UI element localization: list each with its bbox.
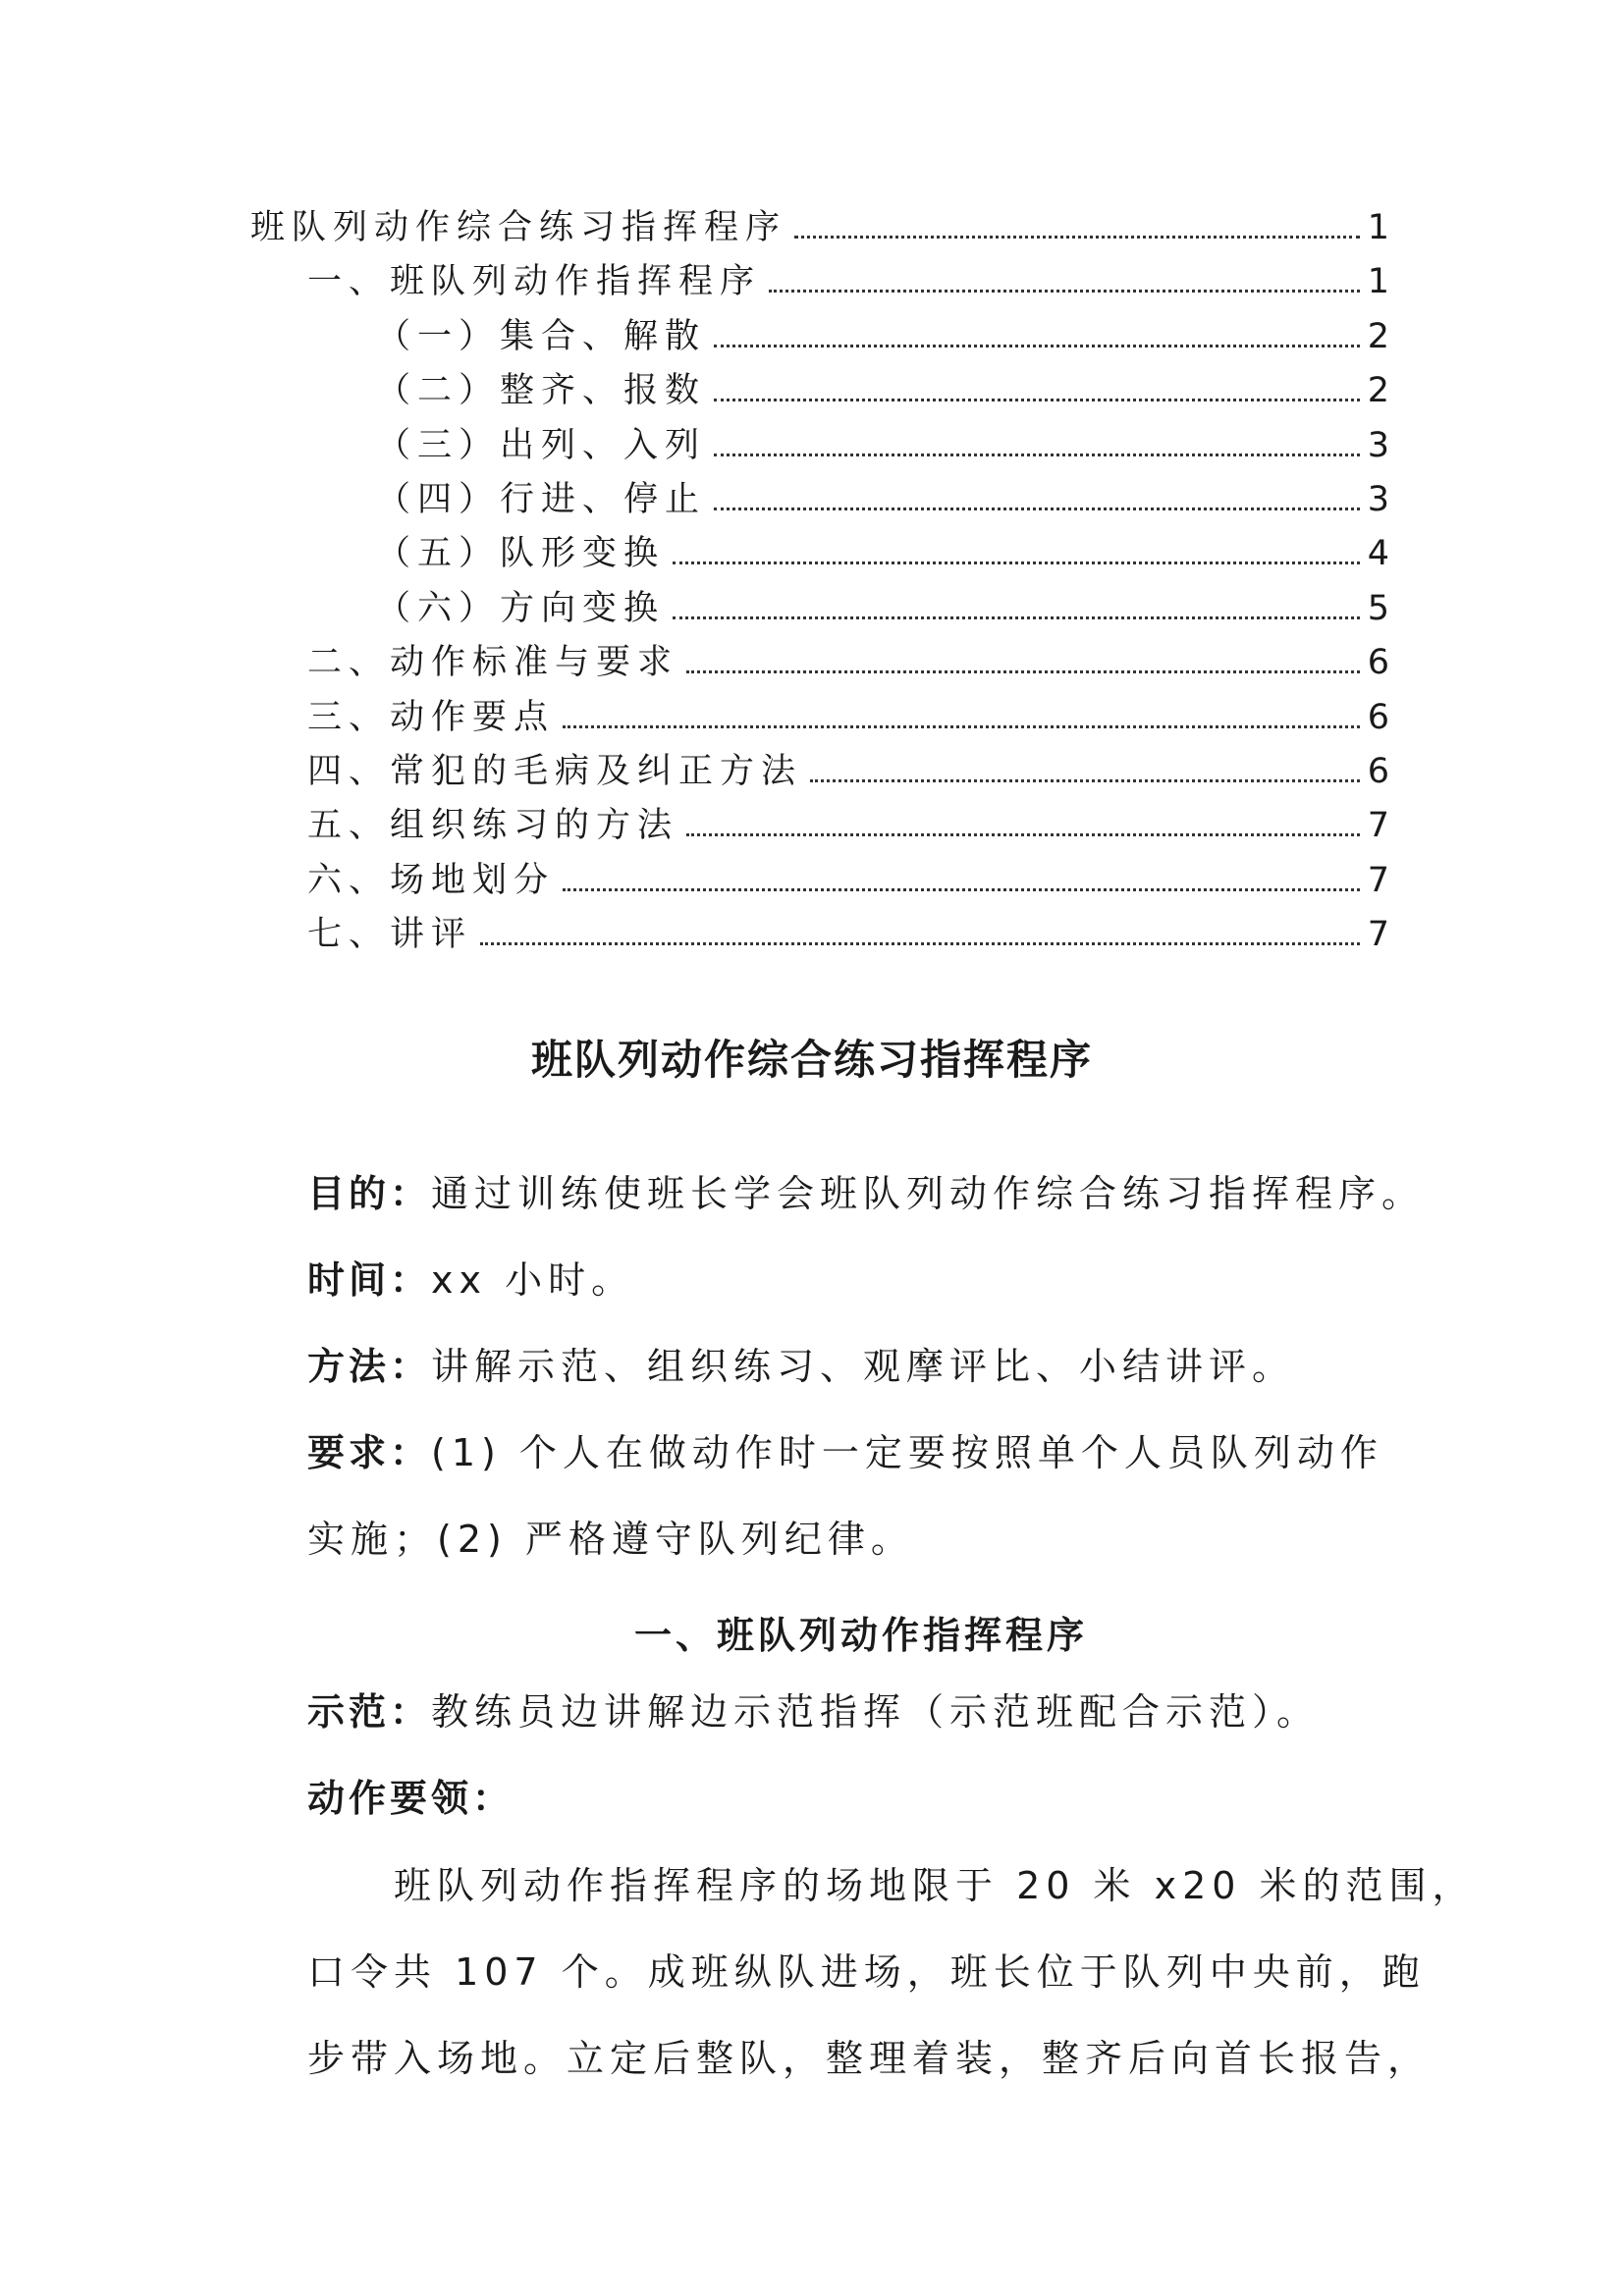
toc-leader-dots — [686, 833, 1360, 836]
toc-leader-dots — [480, 942, 1360, 945]
purpose-text: 通过训练使班长学会班队列动作综合练习指挥程序。 — [431, 1172, 1426, 1215]
purpose-paragraph — [307, 1168, 1426, 1219]
toc-leader-dots — [810, 779, 1360, 782]
toc-entry-page: 6 — [1367, 751, 1389, 791]
toc-leader-dots — [714, 507, 1360, 510]
time-label: 时间： — [307, 1258, 432, 1302]
toc-leader-dots — [769, 290, 1360, 293]
toc-entry-label: 班队列动作综合练习指挥程序 — [250, 208, 787, 247]
toc-entry-label: 三、动作要点 — [307, 697, 556, 737]
toc-entry-page: 3 — [1367, 479, 1389, 519]
toc-entry-page: 7 — [1367, 915, 1389, 955]
toc-entry-label: （一）集合、解散 — [376, 316, 707, 356]
toc-leader-dots — [673, 616, 1360, 619]
toc-entry[interactable] — [250, 691, 1389, 745]
method-label: 方法： — [307, 1345, 432, 1388]
time-text: xx 小时。 — [431, 1258, 635, 1302]
toc-entry[interactable] — [250, 527, 1389, 581]
requirement-text-line1: (1) 个人在做动作时一定要按照单个人员队列动作 — [431, 1431, 1383, 1474]
toc-entry[interactable] — [250, 799, 1389, 853]
toc-entry-label: 四、常犯的毛病及纠正方法 — [307, 751, 803, 791]
demo-label: 示范： — [307, 1690, 432, 1734]
demo-text: 教练员边讲解边示范指挥（示范班配合示范）。 — [431, 1690, 1321, 1734]
toc-entry-page: 7 — [1367, 806, 1389, 846]
toc-leader-dots — [563, 888, 1360, 891]
toc-entry-label: 二、动作标准与要求 — [307, 643, 679, 683]
time-paragraph — [307, 1255, 1387, 1306]
toc-entry-label: 六、场地划分 — [307, 860, 556, 900]
toc-entry[interactable] — [250, 364, 1389, 418]
toc-entry[interactable] — [250, 201, 1389, 255]
toc-entry-label: （五）队形变换 — [376, 534, 666, 574]
toc-entry-label: （三）出列、入列 — [376, 425, 707, 465]
toc-entry[interactable] — [250, 582, 1389, 636]
toc-entry-page: 2 — [1367, 371, 1389, 411]
toc-entry-page: 1 — [1367, 208, 1389, 247]
toc-entry-page: 2 — [1367, 316, 1389, 356]
toc-entry[interactable] — [250, 854, 1389, 908]
toc-entry-page: 1 — [1367, 262, 1389, 302]
demo-paragraph — [307, 1686, 1387, 1737]
toc-entry-label: （四）行进、停止 — [376, 479, 707, 519]
toc-entry[interactable] — [250, 255, 1389, 309]
requirement-label: 要求： — [307, 1431, 432, 1474]
toc-leader-dots — [673, 561, 1360, 564]
method-paragraph — [307, 1341, 1387, 1392]
document-title: 班队列动作综合练习指挥程序 — [530, 1036, 1093, 1084]
toc-entry-label: 七、讲评 — [307, 915, 473, 955]
body-line: 口令共 107 个。成班纵队进场，班长位于队列中央前，跑 — [307, 1950, 1426, 1994]
toc-leader-dots — [714, 454, 1360, 456]
toc-entry-label: 五、组织练习的方法 — [307, 806, 679, 846]
toc-entry[interactable] — [250, 636, 1389, 690]
toc-entry-page: 5 — [1367, 588, 1389, 628]
toc-entry-page: 6 — [1367, 697, 1389, 737]
toc-leader-dots — [714, 399, 1360, 401]
toc-entry[interactable] — [250, 310, 1389, 364]
toc-entry[interactable] — [250, 473, 1389, 527]
requirement-paragraph — [307, 1427, 1387, 1478]
toc-entry[interactable] — [250, 908, 1389, 962]
requirement-text-line2: 实施；(2) 严格遵守队列纪律。 — [307, 1518, 914, 1561]
toc-entry[interactable] — [250, 419, 1389, 473]
toc-entry[interactable] — [250, 745, 1389, 799]
toc-entry-page: 6 — [1367, 643, 1389, 683]
toc-entry-label: （二）整齐、报数 — [376, 371, 707, 411]
toc-leader-dots — [686, 670, 1360, 673]
toc-entry-label: （六）方向变换 — [376, 588, 666, 628]
body-line: 步带入场地。立定后整队，整理着装，整齐后向首长报告， — [307, 2037, 1432, 2080]
toc-leader-dots — [794, 236, 1360, 239]
method-text: 讲解示范、组织练习、观摩评比、小结讲评。 — [431, 1345, 1296, 1388]
toc-leader-dots — [714, 345, 1360, 347]
section-heading: 一、班队列动作指挥程序 — [633, 1614, 1088, 1657]
toc-entry-page: 7 — [1367, 860, 1389, 900]
purpose-label: 目的： — [307, 1172, 432, 1215]
toc-entry-page: 3 — [1367, 425, 1389, 465]
requirement-continuation — [307, 1514, 1387, 1565]
body-line: 班队列动作指挥程序的场地限于 20 米 x20 米的范围， — [394, 1864, 1476, 1907]
toc-leader-dots — [563, 725, 1360, 728]
essentials-heading — [307, 1773, 1387, 1824]
toc-entry-label: 一、班队列动作指挥程序 — [307, 262, 762, 302]
toc-entry-page: 4 — [1367, 534, 1389, 574]
essentials-label: 动作要领： — [307, 1777, 514, 1820]
table-of-contents — [250, 201, 1389, 962]
